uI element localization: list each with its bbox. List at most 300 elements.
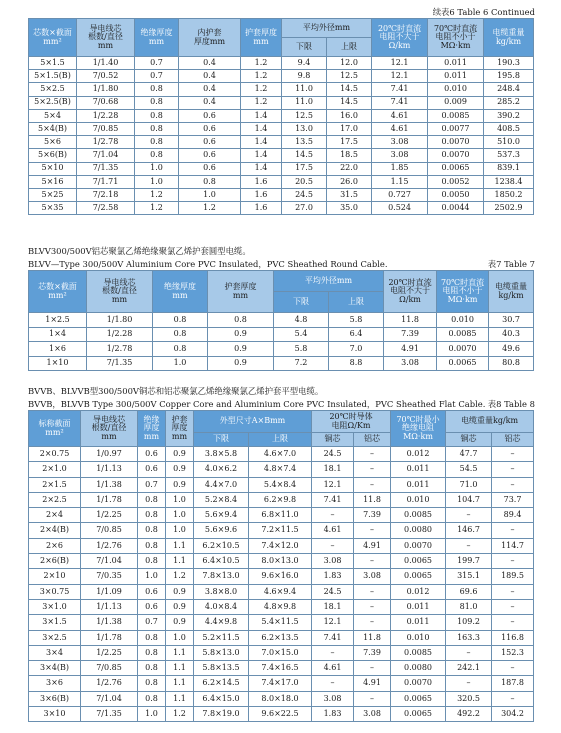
table6-caption: 续表6 Table 6 Continued: [432, 7, 535, 17]
table-cell: 5×6: [29, 136, 77, 149]
table-cell: –: [446, 676, 492, 691]
table-cell: 5×4: [29, 109, 77, 122]
table7-label: 表7 Table 7: [487, 259, 535, 269]
table-cell: 1.0: [135, 175, 179, 188]
table-cell: 18.1: [312, 599, 354, 614]
table-cell: –: [354, 691, 391, 706]
table-cell: –: [354, 477, 391, 492]
table-cell: 5.2×8.4: [194, 492, 249, 507]
table-cell: –: [492, 554, 534, 569]
table8-label: 表8 Table 8: [487, 399, 535, 409]
table-cell: 0.012: [391, 447, 446, 462]
table-cell: 3.8×8.0: [194, 584, 249, 599]
table-cell: 0.8: [208, 313, 274, 328]
table-cell: 0.9: [166, 599, 194, 614]
table-cell: 0.0044: [428, 202, 484, 215]
header-text: 外型尺寸A×Bmm: [219, 416, 286, 426]
table-cell: 1.0: [166, 508, 194, 523]
table-cell: 12.1: [312, 615, 354, 630]
header-text: mm: [97, 40, 114, 50]
table-cell: –: [354, 554, 391, 569]
table-cell: 2×6: [29, 538, 81, 553]
table-cell: 1.2: [241, 57, 282, 70]
table-cell: 3×0.75: [29, 584, 81, 599]
table-cell: 7/0.85: [81, 523, 138, 538]
header-lower: 下限: [282, 38, 327, 57]
header-text: 厚度: [143, 423, 160, 433]
table-cell: 1.4: [241, 109, 282, 122]
header-text: 绝缘电阻: [402, 423, 435, 433]
table-cell: 7.41: [372, 96, 428, 109]
table-cell: 6.2×14.5: [194, 676, 249, 691]
table-cell: –: [492, 584, 534, 599]
table-cell: –: [492, 462, 534, 477]
table-cell: 7/1.35: [77, 162, 135, 175]
table-cell: 8.0×18.0: [249, 691, 312, 706]
table-cell: 12.5: [282, 109, 327, 122]
header-insulation: [138, 411, 166, 447]
table-row: [29, 691, 534, 706]
table-cell: 1.4: [241, 136, 282, 149]
table-cell: 1/1.13: [81, 462, 138, 477]
table-cell: 7.2: [274, 356, 329, 371]
table-cell: 0.8: [135, 109, 179, 122]
table-cell: 1×10: [29, 356, 87, 371]
table-cell: 3×6(B): [29, 691, 81, 706]
table-cell: 5×1.5: [29, 57, 77, 70]
table-cell: 5.2×11.5: [194, 630, 249, 645]
table-cell: 35.0: [327, 202, 372, 215]
table-cell: 0.8: [153, 313, 208, 328]
table-cell: 0.0065: [391, 707, 446, 722]
table-cell: 0.8: [138, 661, 166, 676]
table-cell: 1.2: [179, 202, 241, 215]
table-cell: 7.4×12.0: [249, 538, 312, 553]
table-cell: 0.0065: [391, 569, 446, 584]
table-cell: –: [312, 645, 354, 660]
table-cell: 1.6: [241, 188, 282, 201]
header-text: MΩ·km: [447, 294, 478, 304]
table-cell: 5×6(B): [29, 149, 77, 162]
table-cell: 17.5: [327, 136, 372, 149]
table-cell: –: [446, 538, 492, 553]
table7-title-cn: BLVV300/500V铝芯聚氯乙烯绝缘聚氯乙烯护套圆型电缆。: [28, 246, 251, 256]
table-cell: 49.6: [489, 342, 534, 357]
table-cell: –: [354, 523, 391, 538]
table-row: [29, 109, 534, 122]
table-cell: 0.8: [138, 691, 166, 706]
table-cell: 1/2.25: [81, 508, 138, 523]
table-cell: 1.2: [166, 569, 194, 584]
table-cell: –: [492, 615, 534, 630]
table-cell: 0.8: [135, 136, 179, 149]
header-copper: 铜芯: [446, 433, 492, 447]
table-cell: 1.1: [166, 676, 194, 691]
table-cell: 1.1: [166, 691, 194, 706]
table-row: [29, 356, 534, 371]
table-cell: 0.011: [428, 70, 484, 83]
header-text: 根数/直径: [102, 286, 137, 296]
table-cell: 190.3: [484, 57, 534, 70]
header-text: 导电线芯: [103, 277, 136, 287]
table-cell: 0.0065: [437, 356, 489, 371]
header-insulation: [135, 19, 179, 57]
header-text: 平均外径mm: [304, 275, 353, 285]
table-row: [29, 584, 534, 599]
header-text: 绝缘厚度: [164, 282, 196, 292]
table-cell: 0.0085: [391, 645, 446, 660]
table-cell: 1.0: [153, 356, 208, 371]
table-cell: 1238.4: [484, 175, 534, 188]
table-cell: 3.8×5.8: [194, 447, 249, 462]
table-cell: 492.2: [446, 707, 492, 722]
table-cell: 0.7: [138, 477, 166, 492]
header-lower: 下限: [274, 292, 329, 313]
table-row: [29, 162, 534, 175]
table-cell: 3.08: [372, 149, 428, 162]
table-cell: 0.0070: [391, 538, 446, 553]
table8-title-cn: BVVB、BLVVB型300/500V铜芯和铝芯聚氯乙烯绝缘聚氯乙烯护套平型电缆。: [28, 386, 324, 396]
table-row: [29, 477, 534, 492]
table-row: [29, 615, 534, 630]
table-cell: 3×2.5: [29, 630, 81, 645]
table-cell: 11.0: [282, 96, 327, 109]
table-cell: 5.8: [329, 313, 384, 328]
table-cell: 2×0.75: [29, 447, 81, 462]
table-cell: 0.8: [138, 630, 166, 645]
table-cell: 7.8×19.0: [194, 707, 249, 722]
table-cell: –: [312, 508, 354, 523]
table-cell: 1.15: [372, 175, 428, 188]
table-cell: 2×1.0: [29, 462, 81, 477]
table-cell: 0.8: [138, 508, 166, 523]
table-row: [29, 188, 534, 201]
table-cell: 0.011: [391, 615, 446, 630]
table-cell: 7/2.58: [77, 202, 135, 215]
header-text: 电阻不大于: [390, 286, 431, 296]
table-row: [29, 599, 534, 614]
table-cell: 152.3: [492, 645, 534, 660]
table-cell: 9.6×16.0: [249, 569, 312, 584]
table-cell: 109.2: [446, 615, 492, 630]
table-cell: 0.6: [138, 584, 166, 599]
table-cell: 1/2.78: [87, 342, 153, 357]
header-text: 电缆重量: [492, 28, 525, 38]
table-cell: 17.5: [282, 162, 327, 175]
table-cell: –: [446, 508, 492, 523]
header-text: 20℃时直流: [388, 277, 432, 287]
table-row: [29, 645, 534, 660]
table-cell: 0.6: [138, 462, 166, 477]
header-lower: 下限: [194, 433, 249, 447]
header-text: 20℃时导体: [329, 412, 373, 422]
table-cell: 7.39: [384, 327, 437, 342]
header-nominal-section: [29, 411, 81, 447]
table-cell: –: [492, 599, 534, 614]
table-cell: 1.1: [166, 538, 194, 553]
table-cell: 0.4: [179, 83, 241, 96]
table-cell: 0.9: [166, 477, 194, 492]
table-cell: 1.85: [372, 162, 428, 175]
header-text: mm: [171, 431, 188, 441]
table-cell: –: [354, 661, 391, 676]
table-cell: 6.8×11.0: [249, 508, 312, 523]
table-row: [29, 508, 534, 523]
table-cell: 3×6: [29, 676, 81, 691]
header-text: 电阻不小于: [435, 32, 476, 42]
table-cell: 0.0052: [428, 175, 484, 188]
header-insulation-70: [391, 411, 446, 447]
table-cell: 7/1.04: [81, 554, 138, 569]
table-cell: 1/2.28: [87, 327, 153, 342]
table-cell: 0.4: [179, 57, 241, 70]
table-cell: 4.0×8.4: [194, 599, 249, 614]
table-cell: 0.6: [179, 162, 241, 175]
header-sheath: [166, 411, 194, 447]
table-cell: 1/2.76: [81, 538, 138, 553]
table-cell: 0.8: [138, 523, 166, 538]
table-cell: 3.08: [372, 136, 428, 149]
header-strands: [81, 411, 138, 447]
table-cell: 1/2.76: [81, 676, 138, 691]
table-cell: 0.6: [179, 109, 241, 122]
table-cell: 1.6: [241, 175, 282, 188]
header-insulation: [153, 271, 208, 313]
table-cell: 54.5: [446, 462, 492, 477]
table-cell: 4.6×7.0: [249, 447, 312, 462]
table-cell: 4.61: [372, 122, 428, 135]
table-cell: 537.3: [484, 149, 534, 162]
table-cell: 0.0065: [391, 554, 446, 569]
header-text: 内护套: [197, 28, 222, 38]
table-cell: 6.4×15.0: [194, 691, 249, 706]
header-text: 70℃时最小: [396, 414, 440, 424]
table-cell: 5×25: [29, 188, 77, 201]
header-avg-diameter: [274, 271, 384, 292]
table-row: [29, 96, 534, 109]
table-cell: 47.7: [446, 447, 492, 462]
table-cell: 4.61: [372, 109, 428, 122]
table-cell: 7.0×15.0: [249, 645, 312, 660]
header-text: MΩ·km: [440, 40, 471, 50]
table-cell: 12.5: [327, 70, 372, 83]
table-cell: 6.4×10.5: [194, 554, 249, 569]
header-avg-diameter: [282, 19, 372, 38]
table-cell: –: [354, 599, 391, 614]
table-cell: 0.010: [391, 492, 446, 507]
header-text: mm: [253, 36, 269, 46]
table-row: [29, 569, 534, 584]
table-cell: 1/1.40: [77, 57, 135, 70]
table-cell: 0.8: [138, 538, 166, 553]
table-cell: 5.6×9.4: [194, 508, 249, 523]
table-cell: 7/1.04: [81, 691, 138, 706]
table-cell: 0.0065: [428, 162, 484, 175]
table-row: [29, 175, 534, 188]
table-cell: 12.0: [327, 57, 372, 70]
table-cell: 4.8×7.4: [249, 462, 312, 477]
table-cell: 0.009: [428, 96, 484, 109]
table-cell: 1.4: [241, 162, 282, 175]
table-cell: 20.5: [282, 175, 327, 188]
header-text: Ω/km: [399, 294, 421, 304]
table-cell: 6.4: [329, 327, 384, 342]
table-cell: 0.8: [138, 645, 166, 660]
table-cell: 0.8: [138, 492, 166, 507]
table-cell: 114.7: [492, 538, 534, 553]
table-cell: 27.0: [282, 202, 327, 215]
table-cell: 3×4: [29, 645, 81, 660]
table-cell: 4.8×9.8: [249, 599, 312, 614]
header-copper: 铜芯: [312, 433, 354, 447]
table-cell: 7/1.71: [77, 175, 135, 188]
table-cell: 187.8: [492, 676, 534, 691]
table-cell: 1/1.38: [81, 615, 138, 630]
table-cell: 0.0070: [428, 149, 484, 162]
header-text: mm²: [43, 36, 62, 46]
table-cell: 18.1: [312, 462, 354, 477]
table-cell: 12.1: [372, 70, 428, 83]
table-cell: 3.08: [354, 707, 391, 722]
header-text: 绝缘: [143, 414, 160, 424]
table-cell: 116.8: [492, 630, 534, 645]
table-cell: 14.5: [282, 149, 327, 162]
table8: [28, 410, 534, 722]
table-cell: 1.0: [138, 569, 166, 584]
header-aluminium: 铝芯: [354, 433, 391, 447]
table-cell: 3.08: [312, 691, 354, 706]
header-text: 芯数×截面: [38, 282, 77, 292]
table-cell: 1.0: [179, 188, 241, 201]
table-cell: 7.41: [372, 83, 428, 96]
header-text: mm: [101, 431, 117, 441]
table-cell: 7.4×17.0: [249, 676, 312, 691]
table-cell: 0.9: [166, 584, 194, 599]
table-cell: 1/2.78: [77, 136, 135, 149]
table-cell: 0.7: [135, 70, 179, 83]
header-text: mm: [111, 294, 128, 304]
table-cell: 0.7: [138, 615, 166, 630]
table-cell: –: [492, 447, 534, 462]
table-row: [29, 630, 534, 645]
table-cell: 0.0050: [428, 188, 484, 201]
table-cell: 7.41: [312, 492, 354, 507]
header-text: 护套: [171, 414, 188, 424]
table-cell: 4.0×6.2: [194, 462, 249, 477]
table-cell: 1/1.78: [81, 492, 138, 507]
table-cell: 0.6: [179, 149, 241, 162]
table-cell: 71.0: [446, 477, 492, 492]
table-cell: 0.8: [135, 122, 179, 135]
table-cell: 315.1: [446, 569, 492, 584]
table-cell: 12.1: [312, 477, 354, 492]
table-cell: 0.4: [179, 96, 241, 109]
table-cell: 3×1.0: [29, 599, 81, 614]
table-cell: 1.2: [135, 188, 179, 201]
table-cell: 0.010: [437, 313, 489, 328]
table-cell: 285.2: [484, 96, 534, 109]
table-cell: 0.8: [153, 327, 208, 342]
table-cell: 0.011: [391, 462, 446, 477]
table-cell: 0.0085: [391, 508, 446, 523]
table-cell: 7.8×13.0: [194, 569, 249, 584]
table-cell: 1.0: [166, 523, 194, 538]
table-cell: 0.8: [138, 554, 166, 569]
header-text: MΩ·km: [403, 431, 433, 441]
table-cell: 4.91: [354, 676, 391, 691]
table-cell: 0.0085: [437, 327, 489, 342]
table-cell: 0.524: [372, 202, 428, 215]
table-cell: 11.8: [354, 492, 391, 507]
table-cell: 5.8×13.0: [194, 645, 249, 660]
header-text: 平均外径mm: [302, 22, 351, 32]
header-text: 电缆重量kg/km: [460, 416, 519, 426]
table-cell: 17.0: [327, 122, 372, 135]
header-insulation-70: [428, 19, 484, 57]
header-text: kg/km: [495, 36, 522, 46]
table-cell: 0.010: [428, 83, 484, 96]
header-weight: [489, 271, 534, 313]
header-core-section: [29, 271, 87, 313]
header-resistance-20: [372, 19, 428, 57]
table-cell: 9.8: [282, 70, 327, 83]
header-text: 70℃时直流: [440, 277, 485, 287]
table-row: [29, 136, 534, 149]
header-upper: 上限: [249, 433, 312, 447]
header-weight: [446, 411, 534, 433]
header-text: mm: [172, 290, 188, 300]
table-cell: 1/1.38: [81, 477, 138, 492]
table-cell: 1/2.28: [77, 109, 135, 122]
table-cell: 14.5: [327, 96, 372, 109]
table-cell: 7.41: [312, 630, 354, 645]
table-cell: 12.1: [372, 57, 428, 70]
table-cell: 0.0080: [391, 523, 446, 538]
header-core-section: [29, 19, 77, 57]
table7: [28, 270, 534, 371]
table-cell: 5.8: [274, 342, 329, 357]
table-cell: 31.5: [327, 188, 372, 201]
table-cell: 1.0: [138, 707, 166, 722]
table-cell: 1.1: [166, 645, 194, 660]
table-cell: 4.4×7.0: [194, 477, 249, 492]
table-cell: 510.0: [484, 136, 534, 149]
header-text: mm: [148, 36, 165, 46]
table-cell: –: [354, 584, 391, 599]
table-cell: 4.6×9.4: [249, 584, 312, 599]
header-inner-sheath: [179, 19, 241, 57]
header-text: mm²: [48, 290, 67, 300]
header-text: 芯数×截面: [33, 28, 72, 38]
table-cell: 3×10: [29, 707, 81, 722]
table-cell: 7.0: [329, 342, 384, 357]
table-cell: 1.1: [166, 554, 194, 569]
table-cell: 1.2: [135, 202, 179, 215]
table-row: [29, 122, 534, 135]
table-cell: 0.727: [372, 188, 428, 201]
table-cell: 0.0080: [391, 661, 446, 676]
table-row: [29, 70, 534, 83]
table-cell: 4.4×9.8: [194, 615, 249, 630]
table-cell: –: [312, 538, 354, 553]
table-cell: 80.8: [489, 356, 534, 371]
header-text: 70℃时直流: [433, 23, 478, 33]
header-aluminium: 铝芯: [492, 433, 534, 447]
table-cell: –: [312, 676, 354, 691]
table-cell: 0.4: [179, 70, 241, 83]
table-cell: 26.0: [327, 175, 372, 188]
table-cell: 0.9: [166, 447, 194, 462]
